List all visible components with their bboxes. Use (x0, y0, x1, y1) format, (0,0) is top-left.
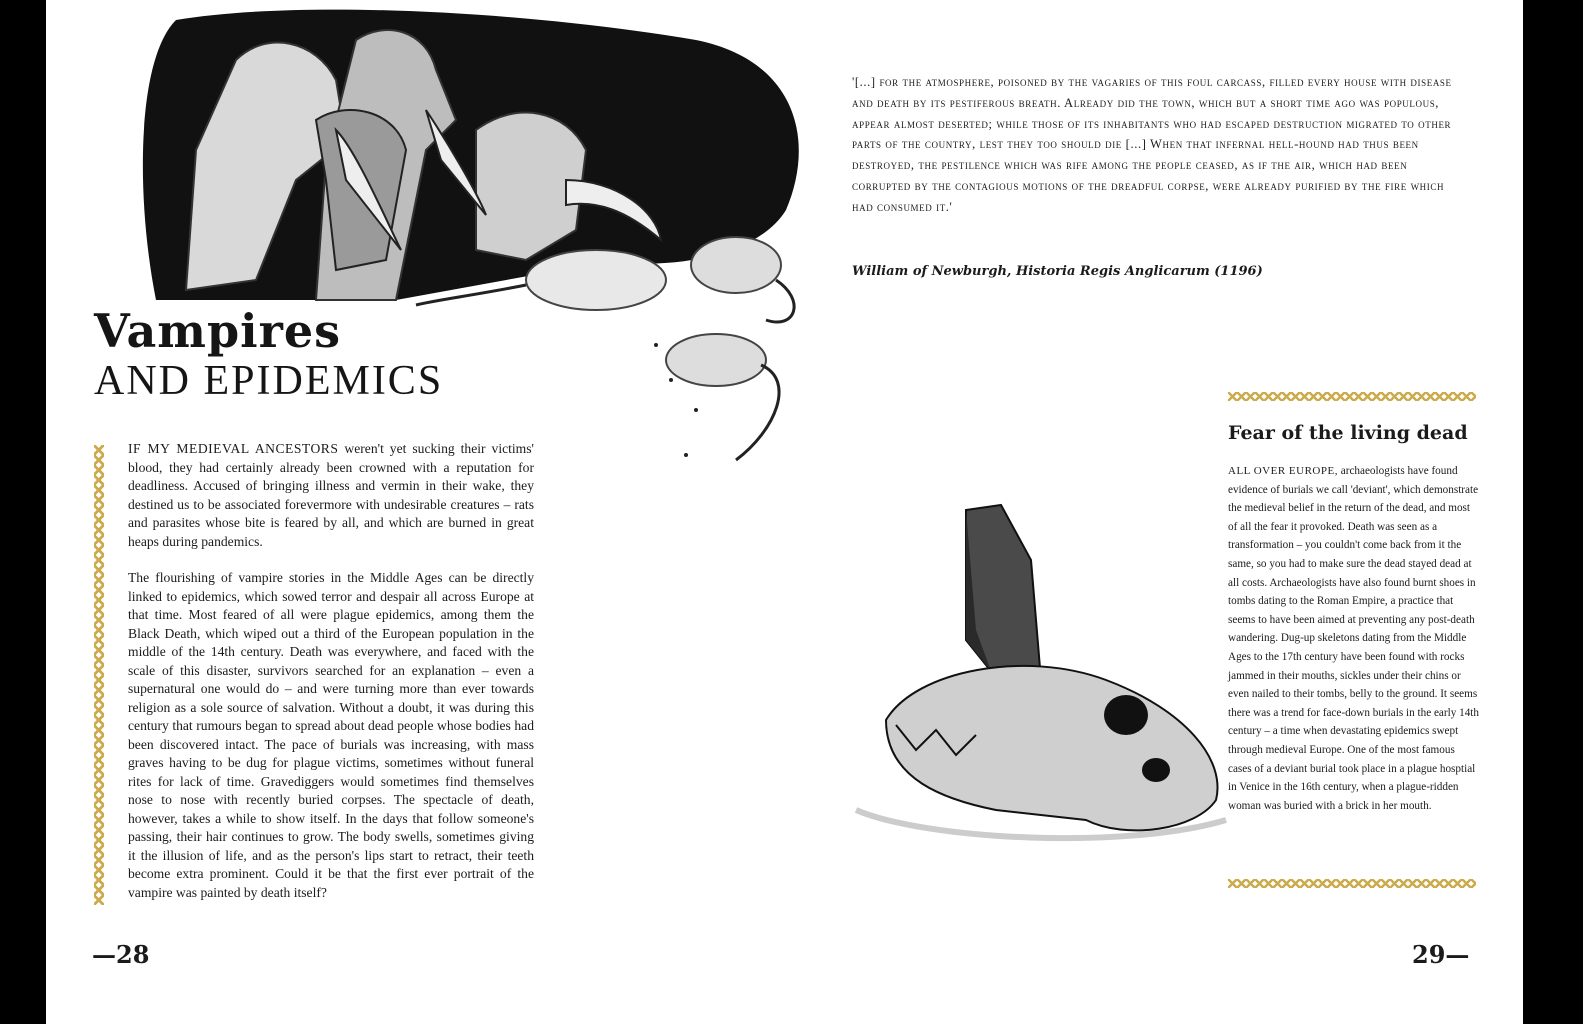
paragraph-1-text: weren't yet sucking their victims' blood, they had certainly already been crowned with a reputation for deadliness. Accused of bringing illness and vermin in their wake, they destined us to be associated forevermore with undesirable creatures – rats and parasites whose bite is feared by all, and which are burned in great heaps during pandemics. (128, 441, 534, 549)
paragraph-1 (128, 440, 534, 551)
sidebar-title: Fear of the living dead (1228, 422, 1468, 444)
paragraph-2: The flourishing of vampire stories in the Middle Ages can be directly linked to epidemics, which sowed terror and despair all across Europe at that time. Most feared of all were plague epidemics, among them the Black Death, which wiped out a third of the European population in the middle of the 14th century. Death was everywhere, and faced with the scale of this disaster, survivors searched for an explanation – even a supernatural one would do – and were turning more than ever towards religion as a sole source of salvation. Without a doubt, it was during this century that rumours began to spread about dead people whose bodies had been discovered intact. The pace of burials was increasing, with mass graves having to be dug for plague victims, sometimes without funeral rites for lack of time. Gravediggers would sometimes find themselves nose to nose with recently buried corpses. The spectacle of death, however, takes a while to show itself. In the days that follow someone's passing, their hair continues to grow. The body swells, sometimes giving it the illusion of life, and as the person's lips start to retract, their teeth become extra prominent. Could it be that the first ever portrait of the vampire was painted by death itself? (128, 570, 534, 900)
sidebar-text: archaeologists have found evidence of burials we call 'deviant', which demonstrate the medieval belief in the return of the dead, and most of all the fear it provoked. Death was seen as a transformation – you couldn't come back from it the same, so you had to make sure the dead stayed dead at all costs. Archaeologists have also found burnt shoes in tombs dating to the Roman Empire, a practice that seems to have been aimed at preventing any post-death wandering. Dug-up skeletons dating from the Middle Ages to the 17th century have been found with rocks jammed in their mouths, sickles under their chins or even nailed to their tombs, belly to the ground. It seems there was a trend for face-down burials in the early 14th century – a time when devastating epidemics swept through medieval Europe. One of the most famous cases of a deviant burial took place in a plague hosptial in Venice in the 16th century, when a plague-ridden woman was buried with a brick in her mouth. (1228, 465, 1479, 812)
book-spread (46, 0, 1523, 1024)
sidebar-text-block (1228, 462, 1480, 815)
plague-doctors-illustration (96, 0, 816, 500)
historical-quote: '[...] for the atmosphere, poisoned by the vagaries of this foul carcass, filled every house with disease and death by its pestiferous breath. Already did the town, which but a short time ago was populous, appear almost deserted; while those of its inhabitants who had escaped destruction migrated to other parts of the country, lest they too should die [...] When that infernal hell-hound had thus been destroyed, the pestilence which was rife among the people ceased, as if the air, which had been corrupted by the contagious motions of the dreadful corpse, were already purified by the fire which had consumed it.' (852, 75, 1452, 214)
quote-citation: William of Newburgh, Historia Regis Anglicarum (1196) (852, 264, 1263, 279)
title-line-2: AND EPIDEMICS (94, 358, 444, 404)
chapter-title (94, 304, 614, 404)
ornament-border-left (94, 445, 104, 905)
page-number-right: 29— (1412, 940, 1470, 969)
left-body-text (128, 440, 534, 920)
ornament-border-top-right (1228, 392, 1476, 401)
title-line-1: Vampires (94, 304, 341, 358)
ornament-border-bottom-right (1228, 879, 1476, 888)
page-number-left: —28 (92, 940, 150, 969)
lead-in-caps: IF MY MEDIEVAL ANCESTORS (128, 441, 339, 456)
skull-with-brick-illustration (826, 480, 1246, 930)
sidebar-lead-in: ALL OVER EUROPE, (1228, 465, 1338, 477)
